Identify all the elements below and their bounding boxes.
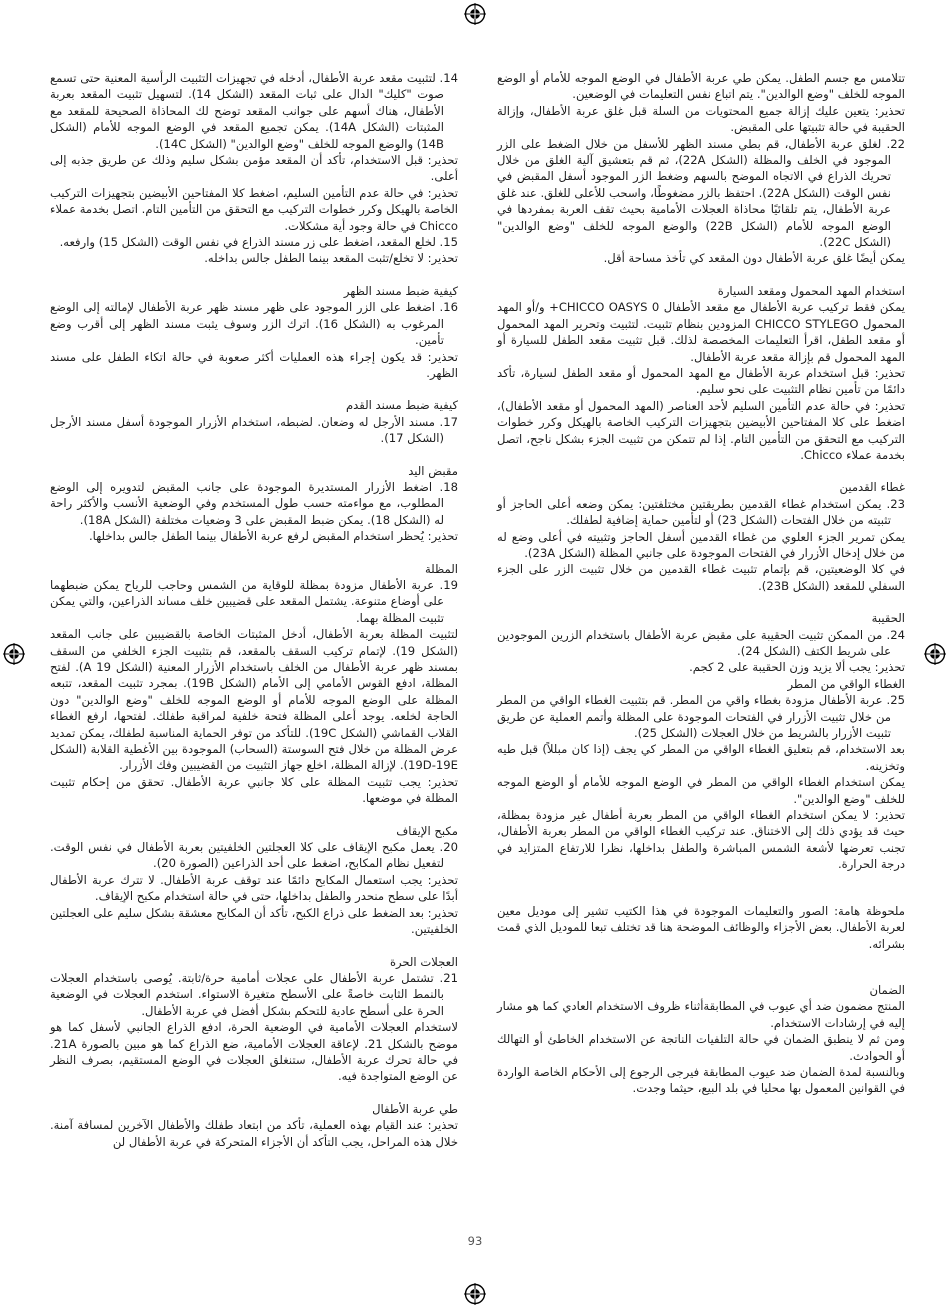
section-heading: غطاء القدمين xyxy=(839,480,905,495)
numbered-step: 14. لتثبيت مقعد عربة الأطفال، أدخله في تجهيزات التثبيت الرأسية المعنية حتى تسمع صوت "كليك" الدال على ثبات المقعد (الشكل 14). لتسهيل تثبيت المقعد بعربة الأطفال، هناك أسهم على جوانب المقعد توضح لك المحاذاة الصحيحة للمقعد مع المثبتات (الشكل 14A). يمكن تجميع المقعد في الوضع الموجه للأمام (الشكل 14B) والوضع الموجه للخلف "وضع الوالدين" (الشكل 14C). xyxy=(50,71,458,151)
warning-text: تحذير: في حالة عدم التأمين السليم، اضغط كلا المفتاحين الأبيضين بتجهيزات التركيب الخاصة بالهيكل وكرر خطوات التركيب مع التحقق من التأمين التام. اتصل بخدمة عملاء Chicco في حالة وجود أية مشكلات. xyxy=(50,185,458,233)
numbered-step: 16. اضغط على الزر الموجود على ظهر مسند ظهر عربة الأطفال لإمالته إلى الوضع المرغوب به (الشكل 16). اترك الزر وسوف يثبت مسند الظهر إلى أقرب وضع تأمين. xyxy=(50,300,458,348)
section-heading: كيفية ضبط مسند القدم xyxy=(345,398,458,413)
paragraph: وبالنسبة لمدة الضمان ضد عيوب المطابقة فيرجى الرجوع إلى الأحكام الخاصة الواردة في القوانين المعمول بها محليا في بلد البيع، حيثما وجدت. xyxy=(497,1064,905,1096)
section-heading: الضمان xyxy=(869,982,905,997)
registration-mark-icon xyxy=(464,1283,486,1305)
warning-text: تحذير: عند القيام بهذه العملية، تأكد من ابتعاد طفلك والأطفال الآخرين لمسافة آمنة. خلال هذه المراحل، يجب التأكد أن الأجزاء المتحركة في عربة الأطفال لن xyxy=(50,1118,458,1149)
warning-text: تحذير: يُحظر استخدام المقبض لرفع عربة الأطفال بينما الطفل جالس بداخلها. xyxy=(89,529,458,544)
numbered-step: 21. تشتمل عربة الأطفال على عجلات أمامية حرة/ثابتة. يُوصى باستخدام العجلات بالنمط الثابت خاصةً على الأسطح متغيرة الاستواء. استخدم العجلات في الوضعية الحرة على أسطح عادية للتحكم بشكل أفضل في عربة الأطفال. xyxy=(50,970,458,1018)
paragraph: بعد الاستخدام، قم بتعليق الغطاء الواقي من المطر كي يجف (إذا كان مبللاً) قبل طيه وتخزينه. xyxy=(497,742,905,773)
numbered-step: 17. مسند الأرجل له وضعان. لضبطه، استخدام الأزرار الموجودة أسفل مسند الأرجل (الشكل 17). xyxy=(50,414,458,446)
section xyxy=(497,479,905,594)
numbered-step: 18. اضغط الأزرار المستديرة الموجودة على جانب المقبض لتدويره إلى الوضع المطلوب، مع مواءمته حسب طول المستخدم وفي الوضعية الأنسب والأكثر راحة له (الشكل 18). يمكن ضبط المقبض على 3 وضعيات مختلفة (الشكل 18A). xyxy=(50,479,458,527)
paragraph: تتلامس مع جسم الطفل. يمكن طي عربة الأطفال في الوضع الموجه للأمام أو الوضع الموجه للخلف "وضع الوالدين". يتم اتباع نفس التعليمات في الوضعين. xyxy=(497,71,905,102)
section xyxy=(50,397,458,446)
registration-mark-icon xyxy=(3,643,25,665)
section-heading: مقبض اليد xyxy=(408,463,458,478)
warning-text: تحذير: يتعين عليك إزالة جميع المحتويات من السلة قبل غلق عربة الأطفال، وإزالة الحقيبة في حالة تثبيتها على المقبض. xyxy=(497,103,905,135)
warning-text: تحذير: في حالة عدم التأمين السليم لأحد العناصر (المهد المحمول أو مقعد الأطفال)، اضغط على كلا المفتاحين الأبيضين بتجهيزات التركيب الخاصة بالهيكل وكرر خطوات التركيب مع التحقق من التأمين التام. إذا لم تتمكن من تثبيت الجزء بشكل ناجح، اتصل بخدمة عملاء Chicco. xyxy=(497,398,905,462)
section-heading: استخدام المهد المحمول ومقعد السيارة xyxy=(717,283,905,298)
paragraph: يمكن فقط تركيب عربة الأطفال مع مقعد الأطفال CHICCO OASYS 0+ و/أو المهد المحمول CHICCO STYLEGO المزودين بنظام تثبيت. لتثبيت وتحرير المهد المحمول أو مقعد الطفل، اقرأ التعليمات المخصصة لذلك. قبل تثبيت مقعد الطفل للسيارة أو المهد المحمول قم بإزالة مقعد عربة الأطفال. xyxy=(497,300,906,364)
paragraph: يمكن أيضًا غلق عربة الأطفال دون المقعد كي تأخذ مساحة أقل. xyxy=(603,251,905,266)
section xyxy=(50,954,458,1085)
registration-mark-icon xyxy=(924,643,946,665)
warning-text: تحذير: قد يكون إجراء هذه العمليات أكثر صعوبة في حالة اتكاء الطفل على مسند الظهر. xyxy=(50,349,458,380)
numbered-step: 24. من الممكن تثبيت الحقيبة على مقبض عربة الأطفال باستخدام الزرين الموجودين على شريط الكتف (الشكل 24). xyxy=(497,627,905,658)
section-heading: طي عربة الأطفال xyxy=(372,1101,458,1116)
warning-text: تحذير: قبل الاستخدام، تأكد أن المقعد مؤمن بشكل سليم وذلك عن طريق جذبه إلى أعلى. xyxy=(50,153,458,184)
numbered-step: 23. يمكن استخدام غطاء القدمين بطريقتين مختلفتين: يمكن وضعه أعلى الحاجز أو تثبيته من خلال الفتحات (الشكل 23) أو لتأمين حماية إضافية لطفلك. xyxy=(497,496,905,528)
section xyxy=(497,70,905,267)
warning-text: تحذير: لا تخلع/تثبت المقعد بينما الطفل جالس بداخله. xyxy=(204,251,458,266)
paragraph: يمكن تمرير الجزء العلوي من غطاء القدمين أسفل الحاجز وتثبيته في أعلى وضع له من خلال إدخال الأزرار في الفتحات الموجودة على جانبي المظلة (الشكل 23A). xyxy=(497,529,905,560)
section-heading: الحقيبة xyxy=(871,611,905,626)
paragraph: في كلا الوضعيتين، قم بإتمام تثبيت غطاء القدمين من خلال تثبيت الزر على الجزء السفلي للمقعد (الشكل 23B). xyxy=(497,562,905,593)
section xyxy=(50,283,458,381)
paragraph: ومن ثم لا ينطبق الضمان في حالة التلفيات الناتجة عن الاستخدام الخاطئ أو التهالك أو الحوادث. xyxy=(497,1032,905,1063)
paragraph: يمكن استخدام الغطاء الواقي من المطر في الوضع الموجه للأمام أو الوضع الموجه للخلف "وضع الوالدين". xyxy=(497,775,905,806)
paragraph: الغطاء الواقي من المطر xyxy=(787,676,905,691)
paragraph: ملحوظة هامة: الصور والتعليمات الموجودة في هذا الكتيب تشير إلى موديل معين لعربة الأطفال. بعض الأجزاء والوظائف الموضحة هنا قد تختلف تبعا للموديل الذي قمت بشرائه. xyxy=(497,903,905,951)
section xyxy=(497,610,905,873)
section xyxy=(497,283,905,463)
paragraph: لتثبيت المظلة بعربة الأطفال، أدخل المثبتات الخاصة بالقضيبين على جانب المقعد (الشكل 19). لإتمام تركيب السقف بالمقعد، قم بتثبيت الجزء الخلفي من السقف بمسند ظهر عربة الأطفال من الخلف باستخدام الأزرار المعنية (الشكل 19 A). لفتح المظلة، ادفع القوس الأمامي إلى الأمام (الشكل 19B). بمجرد تثبيت المقعد، تتبعه المظلة على الوضع الموجه للأمام أو الوضع الموجه للخلف "وضع الوالدين" دون الحاجة لخلعه. يوجد أعلى المظلة فتحة خلفية لمراقبة طفلك. لفتحها، ارفع الغطاء القلاب القماشي (الشكل 19C). للتأكد من توفر الحماية المناسبة لطفلك، يمكن تمديد عرض المظلة من خلال فتح السوستة (السحاب) الموجودة بين الأغطية القلابة (الشكل 19D-19E). لإزالة المظلة، اخلع جهاز التثبيت من القضيبين وفك الأزرار. xyxy=(50,627,458,773)
numbered-step: 19. عربة الأطفال مزودة بمظلة للوقاية من الشمس وحاجب للرياح يمكن ضبطهما على أوضاع متنوعة. يشتمل المقعد على قضيبين خلف مساند الذراعين، والتي يمكن تثبيت المظلة بهما. xyxy=(50,577,458,625)
numbered-step: 25. عربة الأطفال مزودة بغطاء واقي من المطر. قم بتثبيت الغطاء الواقي من المطر من خلال تثبيت الأزرار في الفتحات الموجودة على المظلة وأتمم العملية عن طريق تثبيت الأزرار بالشريط من خلال العجلات (الشكل 25). xyxy=(497,693,905,741)
warning-text: تحذير: يجب ألا يزيد وزن الحقيبة على 2 كجم. xyxy=(689,660,905,675)
section xyxy=(50,463,458,545)
paragraph: لاستخدام العجلات الأمامية في الوضعية الحرة، ادفع الذراع الجانبي لأسفل كما هو موضح بالشكل 21. لإعاقة العجلات الأمامية، ضع الذراع كما هو مبين بالصورة 21A. في حالة تحرك عربة الأطفال، ستنغلق العجلات في الوضع المستقيم، بصرف النظر عن الوضع المتواجدة فيه. xyxy=(50,1020,458,1084)
section xyxy=(497,903,905,952)
warning-text: تحذير: قبل استخدام عربة الأطفال مع المهد المحمول أو مقعد الطفل لسيارة، تأكد دائمًا من تأمين نظام التثبيت على نحو سليم. xyxy=(497,365,905,397)
warning-text: تحذير: بعد الضغط على ذراع الكبح، تأكد أن المكابح معشقة بشكل سليم على العجلتين الخلفيتين. xyxy=(50,905,458,937)
registration-mark-icon xyxy=(464,3,486,25)
page-number: 93 xyxy=(467,1234,483,1248)
section-heading: كيفية ضبط مسند الظهر xyxy=(343,283,458,298)
section-heading: مكبح الإيقاف xyxy=(396,823,458,838)
section-heading: العجلات الحرة xyxy=(389,954,458,969)
section xyxy=(50,1101,458,1150)
left-text-column xyxy=(50,70,458,1150)
paragraph: المنتج مضمون ضد أي عيوب في المطابقةأثناء ظروف الاستخدام العادي كما هو مشار إليه في إرشادات الاستخدام. xyxy=(497,999,905,1030)
warning-text: تحذير: لا يمكن استخدام الغطاء الواقي من المطر بعربة أطفال غير مزودة بمظلة، حيث قد يؤدي ذلك إلى الاختناق. عند تركيب الغطاء الواقي من المطر بعربة الأطفال، تجنب تعرضها لأشعة الشمس المباشرة والطفل بداخلها، نظرا للارتفاع المتزايد في درجة الحرارة. xyxy=(497,808,905,872)
warning-text: تحذير: يجب استعمال المكابح دائمًا عند توقف عربة الأطفال. لا تترك عربة الأطفال أبدًا على سطح منحدر والطفل بداخلها، حتى في حالة استخدام مكبح الإيقاف. xyxy=(50,872,458,904)
section xyxy=(50,823,458,938)
section xyxy=(50,561,458,807)
numbered-step: 20. يعمل مكبح الإيقاف على كلا العجلتين الخلفيتين بعربة الأطفال في نفس الوقت. لتفعيل نظام المكابح، اضغط على أحد الذراعين (الصورة 20). xyxy=(50,840,458,871)
section-heading: المظلة xyxy=(424,561,458,576)
right-text-column xyxy=(497,70,905,1097)
numbered-step: 15. لخلع المقعد، اضغط على زر مسند الذراع في نفس الوقت (الشكل 15) وارفعه. xyxy=(59,235,458,250)
numbered-step: 22. لغلق عربة الأطفال، قم بطي مسند الظهر للأسفل من خلال الضغط على الزر الموجود في الخلف والمظلة (الشكل 22A)، ثم قم بتعشيق آلية الغلق من خلال تحريك الذراع في الاتجاه الموضح بالسهم وضغط الزر الموجود أسفل المقبض في نفس الوقت (الشكل 22A). احتفظ بالزر مضغوطًا، واسحب للأعلى للغلق. عند غلق عربة الأطفال، يتم تلقائيًا محاذاة العجلات الأمامية بحيث تقف العربة بمفردها في الوضع الموجه للأمام (الشكل 22B) والوضع الموجه للخلف "وضع الوالدين" (الشكل 22C). xyxy=(497,136,905,250)
section xyxy=(50,70,458,267)
warning-text: تحذير: يجب تثبيت المظلة على كلا جانبي عربة الأطفال. تحقق من إحكام تثبيت المظلة في موضعها. xyxy=(50,774,458,806)
section xyxy=(497,982,905,1097)
